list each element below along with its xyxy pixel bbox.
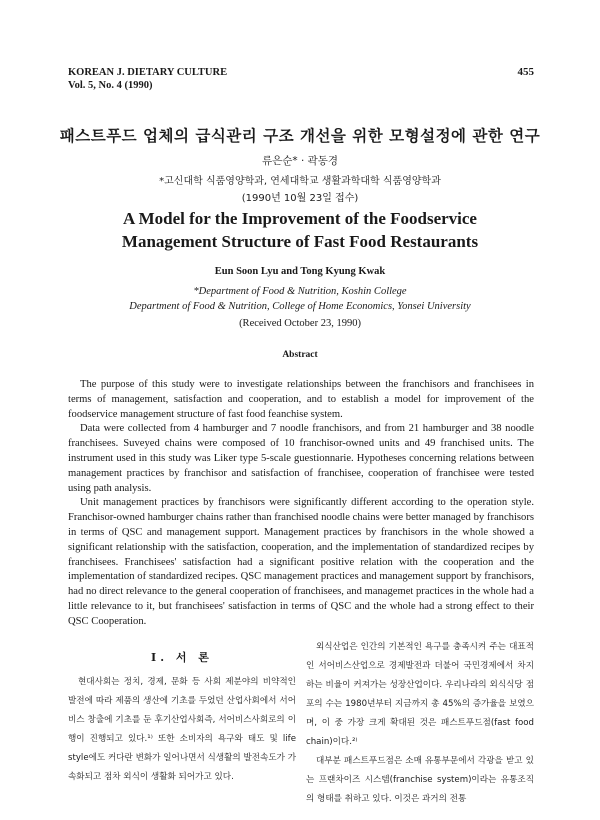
section-heading-introduction: I. 서 론: [151, 651, 213, 664]
english-affiliation-2: Department of Food & Nutrition, College of Home Economics, Yonsei University: [129, 301, 471, 312]
korean-received-date: (1990년 10월 23일 접수): [241, 193, 359, 204]
english-authors: Eun Soon Lyu and Tong Kyung Kwak: [214, 266, 386, 277]
english-title-line1: A Model for the Improvement of the Foodservice: [123, 209, 477, 228]
abstract-paragraph-1: The purpose of this study were to investigate relationships between the franchisors and franchisees in terms of management, satisfaction and cooperation, and to establish a model for improvement of the foodservice management structure of fast food feanchise system.: [68, 379, 534, 420]
korean-authors: 류은순* · 곽동경: [261, 155, 339, 167]
abstract-body: [68, 378, 534, 630]
abstract-heading: Abstract: [282, 350, 318, 360]
journal-info: [68, 66, 227, 92]
abstract-paragraph-2: Data were collected from 4 hamburger and 7 noodle franchisors, and from 21 hamburger and 38 noodle franchisees. Suveyed chains were composed of 10 franchisor-owned units and 49 franchised units. The instrument used in this study was Liker type 5-scale guestionnarie. Hypotheses concerning relations between management practices by franchisor and satisfaction of franchisee, cooperation of franchisee were tested using path analysis.: [68, 423, 534, 494]
abstract-paragraph-3: Unit management practices by franchisors were significantly different according to the operation style. Franchisor-owned hamburger chains rather than franchised noodle chains were better managed by franchisors in terms of QSC and management support. Management practices by franchisors in the whole showed a significant relationship with the satisfaction, cooperation, and the implementation of standardized recipes by franchisees. Franchisees' satisfaction had a significant positive relation with the cooperation and the implementation of standardized recipes. QSC management practices and management support by franchisors, had no direct relevance to the general cooperation of franchisees, and managemet practices in the whole had a little relevance to it, but franchisees' satisfaction in terms of QSC and the whole had a strong effect to their QSC Cooperation.: [68, 497, 534, 627]
body-paragraph-right-1: 외식산업은 인간의 기본적인 욕구를 충족시켜 주는 대표적인 서어비스산업으로 경제발전과 더불어 국민경제에서 차지하는 비율이 커져가는 성장산업이다. 우리나라의 외식식당 점포의 수는 1980년부터 지금까지 총 45%의 증가율을 보였으며, 이 중 가장 크게 확대된 것은 패스트푸드점(fast food chain)이다.²⁾: [306, 642, 534, 747]
body-column-right: [306, 638, 534, 809]
english-received-date: (Received October 23, 1990): [239, 318, 361, 329]
english-title: [40, 207, 560, 253]
body-paragraph-left: 현대사회는 정치, 경제, 문화 등 사회 제분야의 비약적인 발전에 따라 제품의 생산에 기초를 두었던 산업사회에서 서어비스 창출에 기초를 둔 후기산업사회즉, 서어비스사회로의 이행이 진행되고 있다.¹⁾ 또한 소비자의 욕구와 태도 및 life style에도 커다란 변화가 일어나면서 식생활의 발전속도가 가속화되고 점차 외식이 생활화 되어가고 있다.: [68, 677, 296, 782]
korean-affiliation: *고신대학 식품영양학과, 연세대학교 생활과학대학 식품영양학과: [159, 176, 441, 187]
korean-title: 패스트푸드 업체의 급식관리 구조 개선을 위한 모형설정에 관한 연구: [59, 127, 541, 145]
journal-volume: Vol. 5, No. 4 (1990): [68, 80, 153, 91]
journal-name: KOREAN J. DIETARY CULTURE: [68, 67, 228, 78]
body-paragraph-right-2: 대부분 패스트푸드점은 소매 유통부문에서 각광을 받고 있는 프랜차이즈 시스템(franchise system)이라는 유통조직의 형태를 취하고 있다. 이것은 과거의 전통: [306, 756, 534, 804]
english-title-line2: Management Structure of Fast Food Restaurants: [121, 232, 479, 251]
english-affiliation-1: *Department of Food & Nutrition, Koshin College: [193, 286, 407, 297]
page-number: 455: [517, 66, 534, 78]
body-column-left: [68, 648, 296, 787]
